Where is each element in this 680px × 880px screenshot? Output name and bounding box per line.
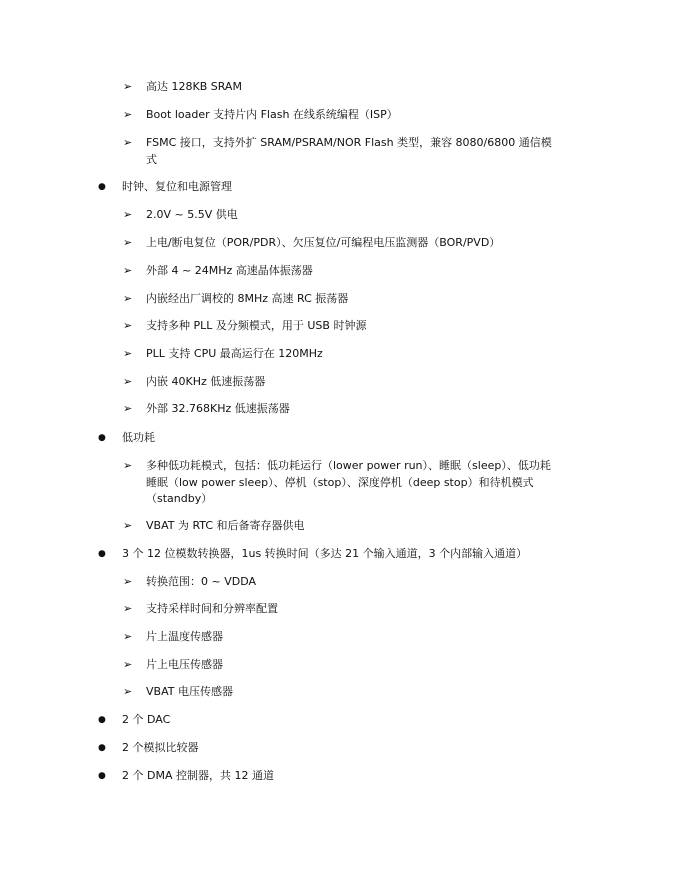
arrow-bullet-icon: ➢ xyxy=(123,80,133,93)
bullet-dot-icon: ● xyxy=(98,549,106,559)
item-text: VBAT 为 RTC 和后备寄存器供电 xyxy=(146,519,305,532)
sub-bullet-item xyxy=(123,601,558,618)
sub-bullet-item xyxy=(123,458,558,508)
bullet-item xyxy=(98,740,562,757)
item-text: 支持采样时间和分辨率配置 xyxy=(146,602,278,615)
item-text: 低功耗 xyxy=(122,431,155,444)
arrow-bullet-icon: ➢ xyxy=(123,575,133,588)
bullet-dot-icon: ● xyxy=(98,433,106,443)
arrow-bullet-icon: ➢ xyxy=(123,292,133,305)
item-text: PLL 支持 CPU 最高运行在 120MHz xyxy=(146,347,323,360)
item-text: 3 个 12 位模数转换器，1us 转换时间（多达 21 个输入通道，3 个内部输入通道） xyxy=(122,547,528,560)
arrow-bullet-icon: ➢ xyxy=(123,264,133,277)
arrow-bullet-icon: ➢ xyxy=(123,319,133,332)
arrow-bullet-icon: ➢ xyxy=(123,519,133,532)
sub-bullet-item xyxy=(123,291,558,308)
item-text: FSMC 接口，支持外扩 SRAM/PSRAM/NOR Flash 类型，兼容 8080/6800 通信模式 xyxy=(146,136,552,166)
sub-bullet-item xyxy=(123,263,558,280)
item-text: Boot loader 支持片内 Flash 在线系统编程（ISP） xyxy=(146,108,398,121)
bullet-dot-icon: ● xyxy=(98,182,106,192)
item-text: 片上温度传感器 xyxy=(146,630,223,643)
bullet-item xyxy=(98,179,562,196)
sub-bullet-item xyxy=(123,79,558,96)
arrow-bullet-icon: ➢ xyxy=(123,459,133,472)
sub-bullet-item xyxy=(123,518,558,535)
arrow-bullet-icon: ➢ xyxy=(123,108,133,121)
arrow-bullet-icon: ➢ xyxy=(123,658,133,671)
arrow-bullet-icon: ➢ xyxy=(123,347,133,360)
item-text: 时钟、复位和电源管理 xyxy=(122,180,232,193)
item-text: 内嵌经出厂调校的 8MHz 高速 RC 振荡器 xyxy=(146,292,349,305)
item-text: 内嵌 40KHz 低速振荡器 xyxy=(146,375,266,388)
arrow-bullet-icon: ➢ xyxy=(123,602,133,615)
bullet-dot-icon: ● xyxy=(98,715,106,725)
item-text: 高达 128KB SRAM xyxy=(146,80,242,93)
item-text: 2 个模拟比较器 xyxy=(122,741,199,754)
item-text: 外部 32.768KHz 低速振荡器 xyxy=(146,402,290,415)
bullet-dot-icon: ● xyxy=(98,771,106,781)
sub-bullet-item xyxy=(123,401,558,418)
bullet-item xyxy=(98,712,562,729)
sub-bullet-item xyxy=(123,629,558,646)
sub-bullet-item xyxy=(123,318,558,335)
item-text: 2.0V ~ 5.5V 供电 xyxy=(146,208,238,221)
item-text: 外部 4 ~ 24MHz 高速晶体振荡器 xyxy=(146,264,313,277)
item-text: 2 个 DAC xyxy=(122,713,171,726)
item-text: 上电/断电复位（POR/PDR）、欠压复位/可编程电压监测器（BOR/PVD） xyxy=(146,236,501,249)
arrow-bullet-icon: ➢ xyxy=(123,208,133,221)
sub-bullet-item xyxy=(123,657,558,674)
arrow-bullet-icon: ➢ xyxy=(123,136,133,149)
sub-bullet-item xyxy=(123,107,558,124)
arrow-bullet-icon: ➢ xyxy=(123,630,133,643)
bullet-dot-icon: ● xyxy=(98,743,106,753)
item-text: 2 个 DMA 控制器，共 12 通道 xyxy=(122,769,274,782)
sub-bullet-item xyxy=(123,346,558,363)
arrow-bullet-icon: ➢ xyxy=(123,375,133,388)
sub-bullet-item xyxy=(123,135,558,168)
bullet-item xyxy=(98,768,562,785)
sub-bullet-item xyxy=(123,374,558,391)
item-text: 支持多种 PLL 及分频模式，用于 USB 时钟源 xyxy=(146,319,367,332)
bullet-item xyxy=(98,546,562,563)
item-text: VBAT 电压传感器 xyxy=(146,685,233,698)
item-text: 转换范围：0 ~ VDDA xyxy=(146,575,257,588)
item-text: 多种低功耗模式，包括：低功耗运行（lower power run）、睡眠（sleep）、低功耗睡眠（low power sleep）、停机（stop）、深度停机（deep stop）和待机模式（standby） xyxy=(146,459,551,505)
sub-bullet-item xyxy=(123,207,558,224)
arrow-bullet-icon: ➢ xyxy=(123,402,133,415)
sub-bullet-item xyxy=(123,574,558,591)
bullet-item xyxy=(98,430,562,447)
sub-bullet-item xyxy=(123,684,558,701)
arrow-bullet-icon: ➢ xyxy=(123,685,133,698)
item-text: 片上电压传感器 xyxy=(146,658,223,671)
arrow-bullet-icon: ➢ xyxy=(123,236,133,249)
sub-bullet-item xyxy=(123,235,558,252)
